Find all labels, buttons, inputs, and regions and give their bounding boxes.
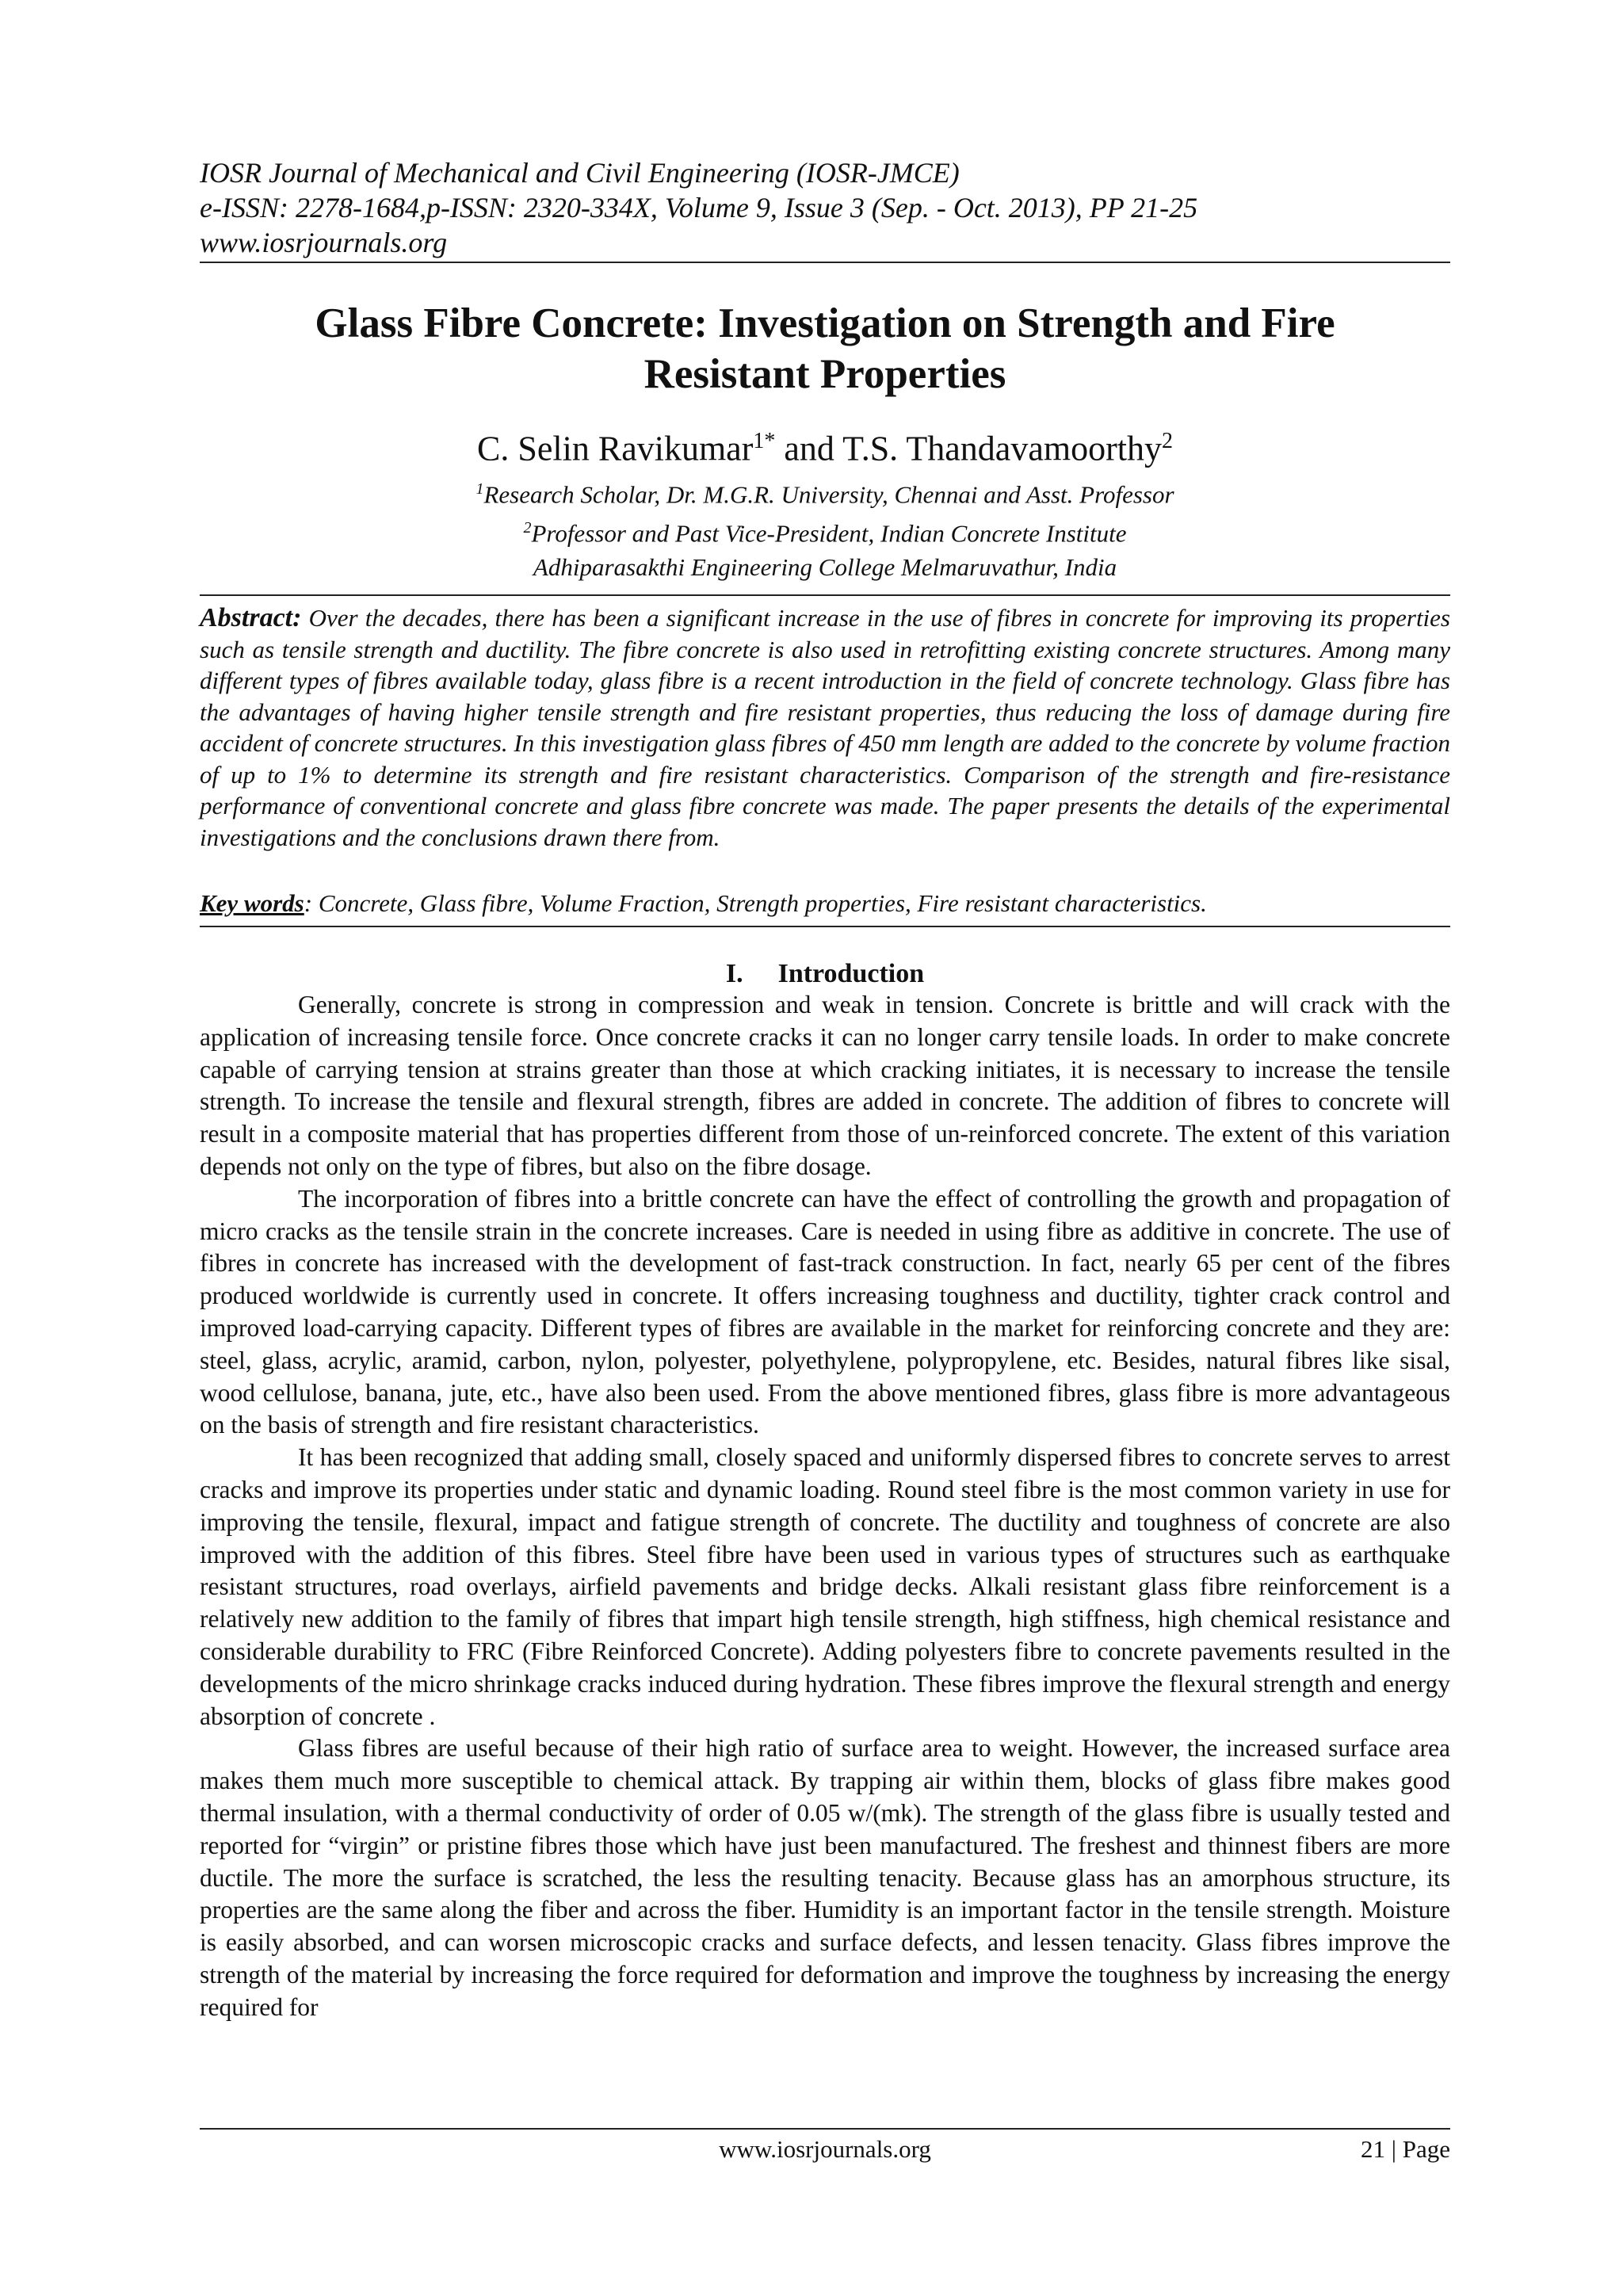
author-1-superscript: 1* <box>753 429 776 453</box>
affiliation-1 <box>200 472 1450 511</box>
paper-title <box>200 298 1450 399</box>
abstract-text: Over the decades, there has been a significant increase in the use of fibres in concrete for improving its properties such as tensile strength and ductility. The fibre concrete is also used in retrofitting existing concrete structures. Among many different types of fibres available today, glass fibre is a recent introduction in the field of concrete technology. Glass fibre has the advantages of having higher tensile strength and fire resistant properties, thus reducing the loss of damage during fire accident of concrete structures. In this investigation glass fibres of 450 mm length are added to the concrete by volume fraction of up to 1% to determine its strength and fire resistant characteristics. Comparison of the strength and fire-resistance performance of conventional concrete and glass fibre concrete was made. The paper presents the details of the experimental investigations and the conclusions drawn there from. <box>200 604 1450 851</box>
header-divider <box>200 262 1450 263</box>
abstract <box>200 602 1450 853</box>
affiliation-3: Adhiparasakthi Engineering College Melmaruvathur, India <box>533 552 1117 581</box>
affiliation-2 <box>200 511 1450 550</box>
journal-name: IOSR Journal of Mechanical and Civil Engineering (IOSR-JMCE) <box>200 157 960 189</box>
affiliation-1-superscript: 1 <box>475 480 484 498</box>
keywords <box>200 888 1450 919</box>
footer-divider <box>200 2128 1450 2130</box>
section-number: I. <box>725 959 743 988</box>
author-1: C. Selin Ravikumar <box>477 429 754 468</box>
section-title: Introduction <box>777 959 925 988</box>
paragraph: Glass fibres are useful because of their high ratio of surface area to weight. However, the increased surface area makes them much more susceptible to chemical attack. By trapping air within them, blocks of glass fibre makes good thermal insulation, with a thermal conductivity of order of 0.05 w/(mk). The strength of the glass fibre is usually tested and reported for “virgin” or pristine fibres those which have just been manufactured. The freshest and thinnest fibers are more ductile. The more the surface is scratched, the less the resulting tenacity. Because glass has an amorphous structure, its properties are the same along the fiber and across the fiber. Humidity is an important factor in the tensile strength. Moisture is easily absorbed, and can worsen microscopic cracks and surface defects, and lessen tenacity. Glass fibres improve the strength of the material by increasing the force required for deformation and improve the toughness by increasing the energy required for <box>200 1734 1450 2021</box>
abstract-bottom-divider <box>200 926 1450 927</box>
journal-issn: e-ISSN: 2278-1684,p-ISSN: 2320-334X, Volume 9, Issue 3 (Sep. - Oct. 2013), PP 21-25 <box>200 192 1198 223</box>
affiliation-2-superscript: 2 <box>523 519 532 537</box>
journal-website: www.iosrjournals.org <box>200 227 448 258</box>
affiliation-1-text: Research Scholar, Dr. M.G.R. University, Chennai and Asst. Professor <box>483 480 1174 509</box>
abstract-top-divider <box>200 594 1450 596</box>
paragraph: It has been recognized that adding small, closely spaced and uniformly dispersed fibres to concrete serves to arrest cracks and improve its properties under static and dynamic loading. Round steel fibre is the most common variety in use for improving the tensile, flexural, impact and fatigue strength of concrete. The ductility and toughness of concrete are also improved with the addition of this fibres. Steel fibre have been used in various types of structures such as earthquake resistant structures, road overlays, airfield pavements and bridge decks. Alkali resistant glass fibre reinforcement is a relatively new addition to the family of fibres that impart high tensile strength, high stiffness, high chemical resistance and considerable durability to FRC (Fibre Reinforced Concrete). Adding polyesters fibre to concrete pavements resulted in the developments of the micro shrinkage cracks induced during hydration. These fibres improve the flexural strength and energy absorption of concrete . <box>200 1443 1450 1730</box>
section-heading <box>200 957 1450 991</box>
author-2: T.S. Thandavamoorthy <box>842 429 1162 468</box>
affiliations <box>200 472 1450 584</box>
keywords-text: : Concrete, Glass fibre, Volume Fraction, Strength properties, Fire resistant characteristics. <box>304 889 1207 917</box>
title-line-1: Glass Fibre Concrete: Investigation on Strength and Fire <box>315 300 1335 346</box>
journal-header <box>200 155 1450 260</box>
keywords-label: Key words <box>200 889 304 917</box>
author-conjunction: and <box>775 429 843 468</box>
page-number: 21 | Page <box>1361 2135 1450 2163</box>
body-text <box>200 989 1450 2024</box>
paragraph: The incorporation of fibres into a brittle concrete can have the effect of controlling the growth and propagation of micro cracks as the tensile strain in the concrete increases. Care is needed in using fibre as additive in concrete. The use of fibres in concrete has increased with the development of fast-track construction. In fact, nearly 65 per cent of the fibres produced worldwide is currently used in concrete. It offers increasing toughness and ductility, tighter crack control and improved load-carrying capacity. Different types of fibres are available in the market for reinforcing concrete and they are: steel, glass, acrylic, aramid, carbon, nylon, polyester, polyethylene, polypropylene, etc. Besides, natural fibres like sisal, wood cellulose, banana, jute, etc., have also been used. From the above mentioned fibres, glass fibre is more advantageous on the basis of strength and fire resistant characteristics. <box>200 1184 1450 1439</box>
abstract-label: Abstract: <box>200 603 302 632</box>
footer-url: www.iosrjournals.org <box>719 2135 931 2163</box>
affiliation-2-text: Professor and Past Vice-President, Indian Concrete Institute <box>531 519 1127 548</box>
paragraph: Generally, concrete is strong in compression and weak in tension. Concrete is brittle and will crack with the application of increasing tensile force. Once concrete cracks it can no longer carry tensile loads. In order to make concrete capable of carrying tension at strains greater than those at which cracking initiates, it is necessary to increase the tensile strength. To increase the tensile and flexural strength, fibres are added in concrete. The addition of fibres to concrete will result in a composite material that has properties different from those of un-reinforced concrete. The extent of this variation depends not only on the type of fibres, but also on the fibre dosage. <box>200 991 1450 1180</box>
author-line <box>200 420 1450 471</box>
author-2-superscript: 2 <box>1161 429 1173 453</box>
title-line-2: Resistant Properties <box>643 351 1006 397</box>
